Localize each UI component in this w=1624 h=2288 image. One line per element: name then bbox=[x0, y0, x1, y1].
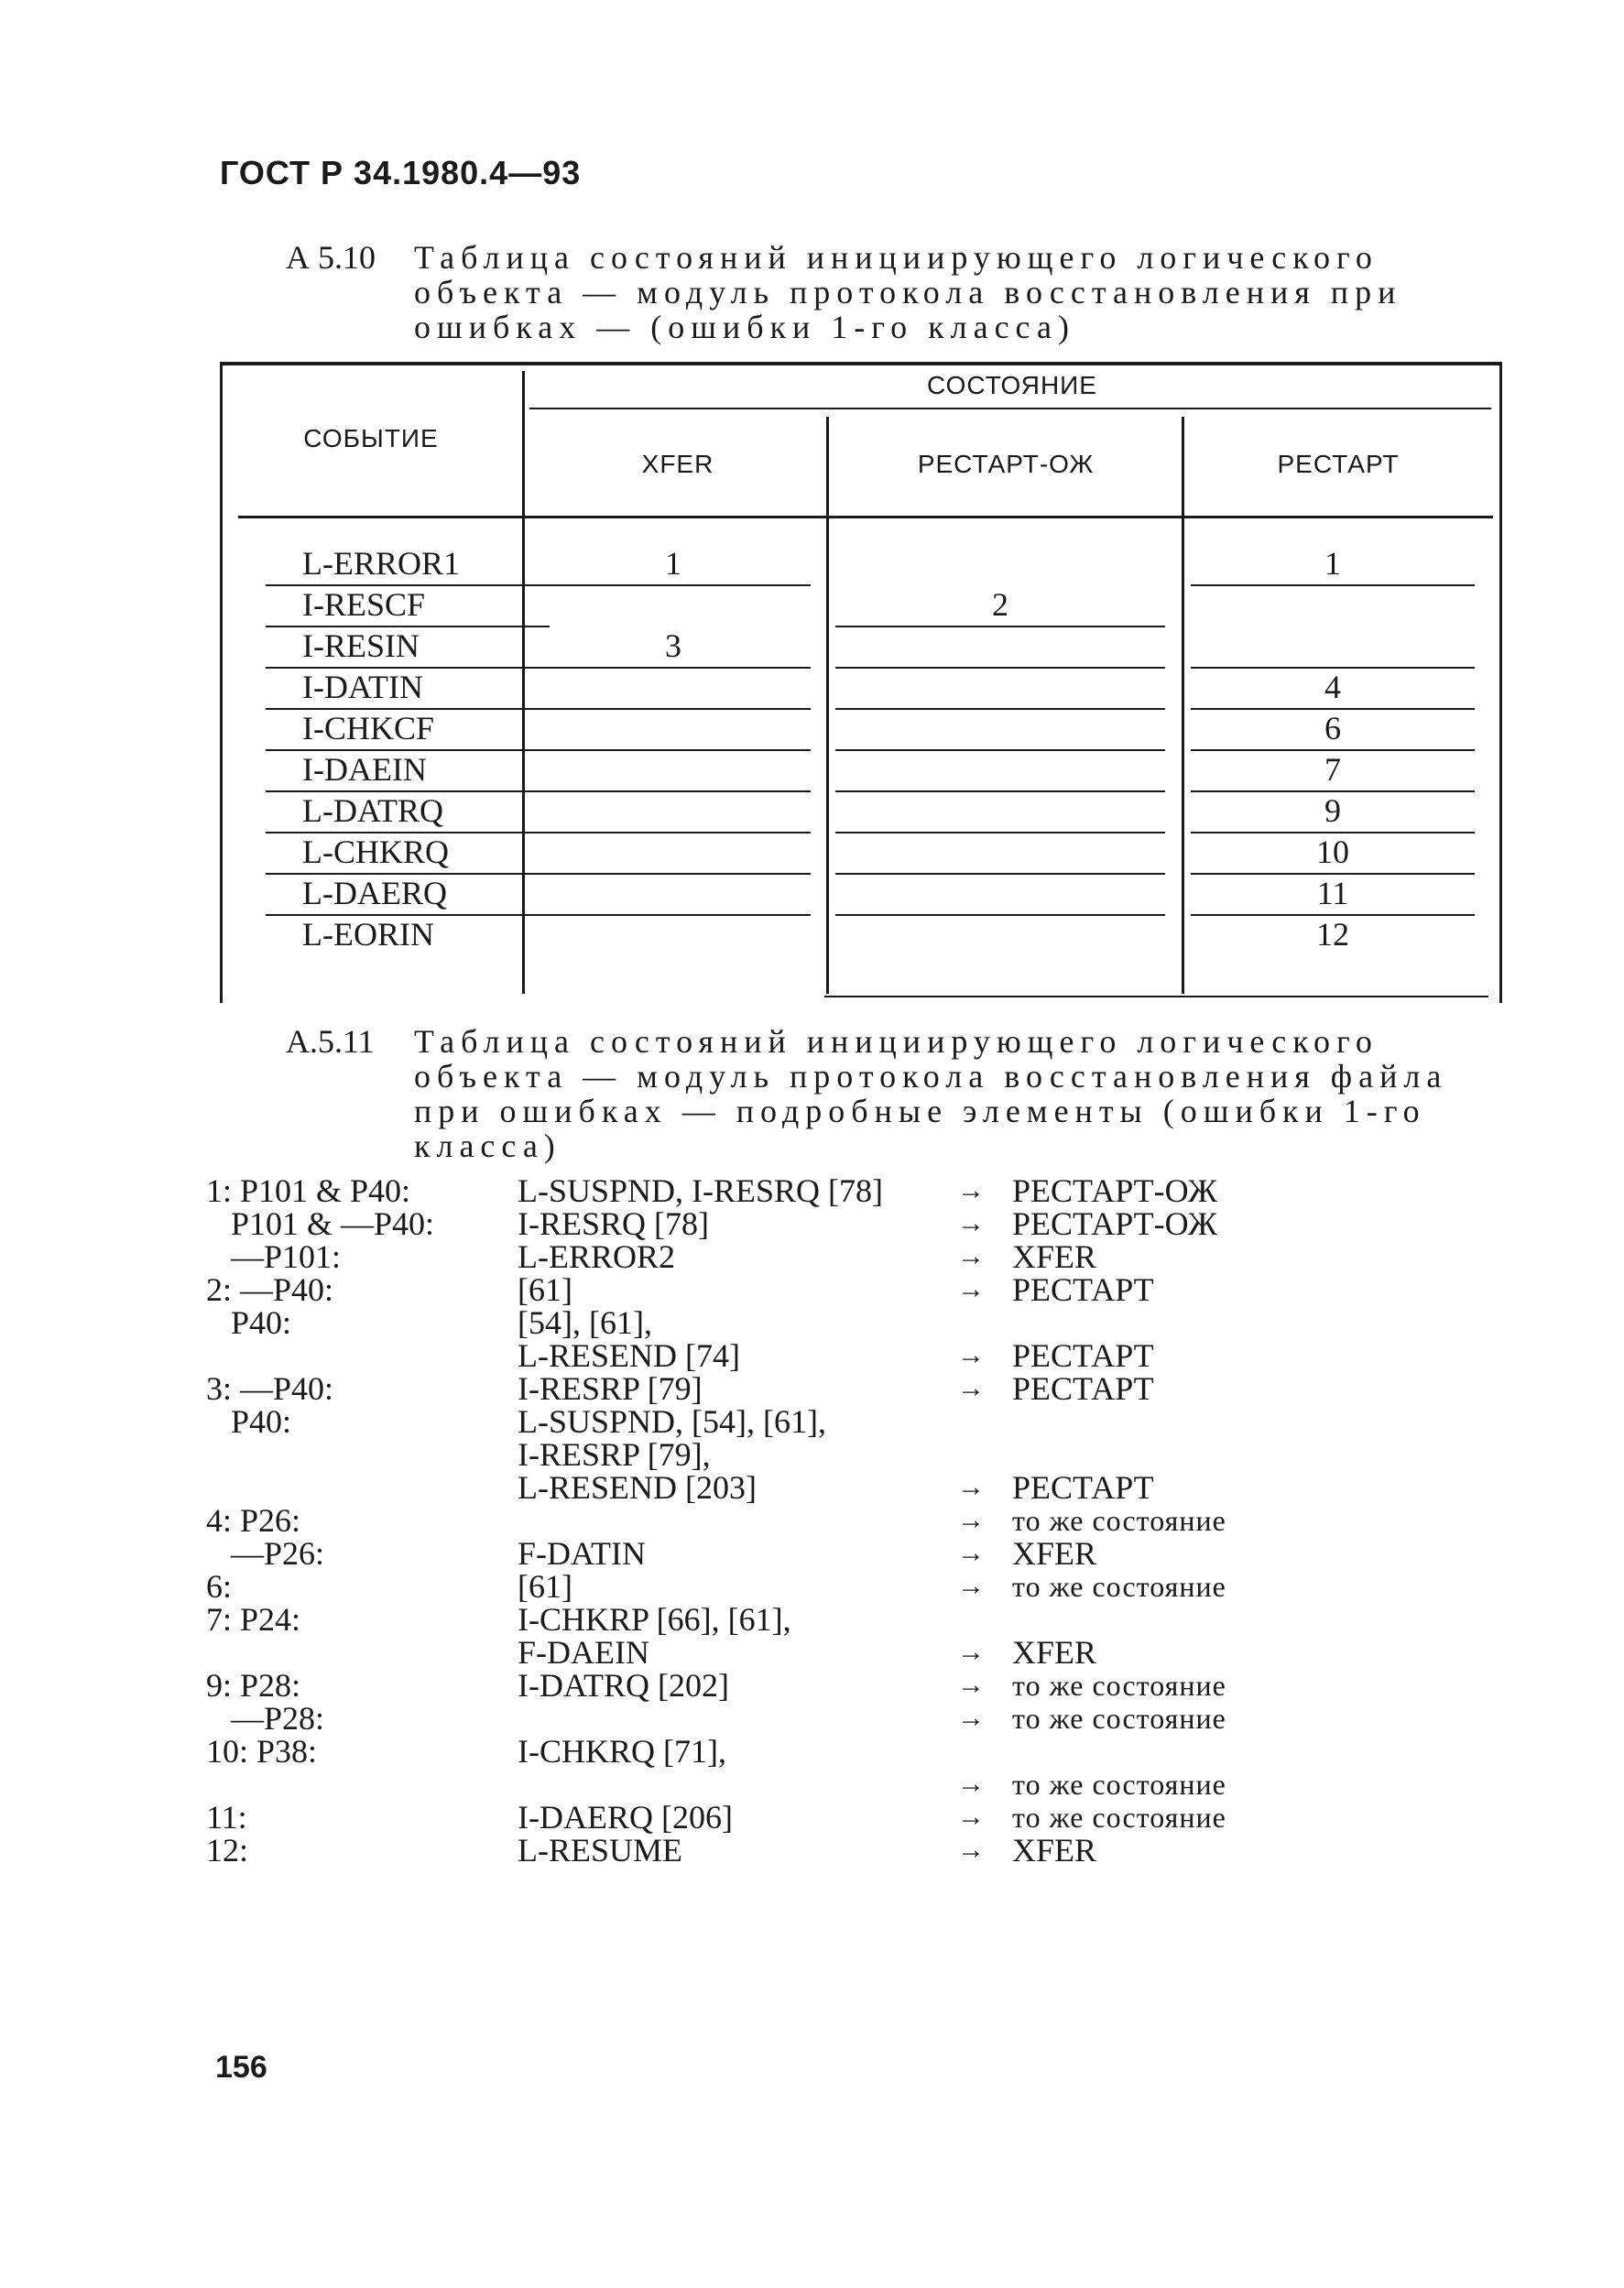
state-cell: 7 bbox=[1191, 751, 1475, 792]
arrow-right-icon: → bbox=[957, 1703, 985, 1733]
event-cell: L-EORIN bbox=[302, 916, 434, 953]
state-cell bbox=[536, 916, 811, 957]
rule-line: 3: —P40: I-RESRP [79] → РЕСТАРТ bbox=[206, 1370, 1154, 1407]
rule-line: L-RESEND [203] → РЕСТАРТ bbox=[518, 1469, 1154, 1506]
table-col-divider-3 bbox=[1182, 417, 1184, 994]
state-cell: 4 bbox=[1191, 669, 1475, 710]
table-bottom-rule bbox=[824, 996, 1488, 997]
rule-line: —P28: → то же состояние bbox=[206, 1700, 1226, 1737]
rule-line: —P101: L-ERROR2 → XFER bbox=[206, 1238, 1097, 1275]
rule-line: 1: P101 & P40: L-SUSPND, I-RESRQ [78] → РЕСТАРТ-ОЖ bbox=[206, 1172, 1218, 1209]
arrow-right-icon: → bbox=[957, 1769, 985, 1799]
arrow-right-icon: → bbox=[957, 1241, 985, 1271]
section-a511-number: А.5.11 bbox=[286, 1023, 375, 1060]
arrow-right-icon: → bbox=[957, 1637, 985, 1667]
state-cell bbox=[536, 586, 811, 627]
section-a510-number: А 5.10 bbox=[286, 239, 376, 276]
state-cell bbox=[835, 916, 1165, 957]
rule-line: P101 & —P40: I-RESRQ [78] → РЕСТАРТ-ОЖ bbox=[206, 1205, 1218, 1242]
rule-line: 12: L-RESUME → XFER bbox=[206, 1832, 1097, 1869]
event-cell: L-CHKRQ bbox=[266, 833, 550, 875]
rule-line: 11: I-DAERQ [206] → то же состояние bbox=[206, 1799, 1226, 1836]
rule-line: F-DAEIN → XFER bbox=[518, 1634, 1097, 1671]
state-cell: 9 bbox=[1191, 792, 1475, 833]
state-cell bbox=[536, 875, 811, 916]
state-cell bbox=[536, 833, 811, 875]
table-right-border bbox=[1499, 362, 1502, 1003]
event-cell: L-DATRQ bbox=[266, 792, 550, 833]
event-cell: L-ERROR1 bbox=[266, 545, 550, 586]
rule-line: 10: P38: I-CHKRQ [71], bbox=[206, 1733, 726, 1770]
section-a511-title: Таблица состояний инициирующего логического объекта — модуль протокола восстановления файла при ошибках — подробные элементы (ошибки 1-го класса) bbox=[414, 1023, 1448, 1164]
state-cell: 3 bbox=[536, 627, 811, 669]
table-col-divider-2 bbox=[826, 417, 829, 994]
state-cell bbox=[835, 545, 1165, 586]
arrow-right-icon: → bbox=[957, 1835, 985, 1865]
state-cell bbox=[835, 792, 1165, 833]
state-cell bbox=[835, 627, 1165, 669]
rule-line: L-RESEND [74] → РЕСТАРТ bbox=[518, 1337, 1154, 1374]
event-cell: I-RESIN bbox=[266, 627, 550, 669]
state-cell: 1 bbox=[536, 545, 811, 586]
state-group-header: СОСТОЯНИЕ bbox=[927, 371, 1097, 399]
section-a511-caption bbox=[286, 1024, 1504, 1171]
state-cell bbox=[835, 875, 1165, 916]
arrow-right-icon: → bbox=[957, 1505, 985, 1535]
arrow-right-icon: → bbox=[957, 1340, 985, 1370]
rule-line: 6: [61] → то же состояние bbox=[206, 1568, 1226, 1605]
table-top-rule bbox=[220, 362, 1502, 365]
event-cell: L-DAERQ bbox=[266, 875, 550, 916]
rule-line: 2: —P40: [61] → РЕСТАРТ bbox=[206, 1271, 1154, 1308]
section-a510-title: Таблица состояний инициирующего логического объекта — модуль протокола восстановления при ошибках — (ошибки 1-го класса) bbox=[414, 239, 1402, 345]
rule-line: 7: P24: I-CHKRP [66], [61], bbox=[206, 1601, 791, 1638]
column-header-restart: РЕСТАРТ bbox=[1277, 450, 1400, 478]
state-table bbox=[220, 362, 1502, 1003]
column-header-xfer: XFER bbox=[641, 450, 714, 478]
state-cell bbox=[536, 710, 811, 751]
state-cell: 6 bbox=[1191, 710, 1475, 751]
arrow-right-icon: → bbox=[957, 1274, 985, 1304]
arrow-right-icon: → bbox=[957, 1373, 985, 1403]
rule-line: → то же состояние bbox=[957, 1768, 1226, 1801]
state-cell: 1 bbox=[1191, 545, 1475, 586]
arrow-right-icon: → bbox=[957, 1571, 985, 1601]
arrow-right-icon: → bbox=[957, 1802, 985, 1832]
rule-line: I-RESRP [79], bbox=[518, 1436, 711, 1473]
state-cell bbox=[536, 751, 811, 792]
page-number: 156 bbox=[215, 2050, 267, 2085]
state-cell: 10 bbox=[1191, 833, 1475, 875]
state-cell bbox=[1191, 586, 1475, 627]
state-cell bbox=[835, 669, 1165, 710]
event-column-header: СОБЫТИЕ bbox=[303, 424, 439, 452]
event-cell: I-CHKCF bbox=[266, 710, 550, 751]
event-cell: I-DATIN bbox=[266, 669, 550, 710]
arrow-right-icon: → bbox=[957, 1538, 985, 1568]
state-cell bbox=[835, 710, 1165, 751]
state-cell bbox=[536, 669, 811, 710]
rule-line: 9: P28: I-DATRQ [202] → то же состояние bbox=[206, 1667, 1226, 1704]
state-cell: 12 bbox=[1316, 916, 1349, 953]
rule-line: —P26: F-DATIN → XFER bbox=[206, 1535, 1097, 1572]
state-cell: 11 bbox=[1191, 875, 1475, 916]
arrow-right-icon: → bbox=[957, 1208, 985, 1238]
rule-line: P40: [54], [61], bbox=[206, 1304, 652, 1341]
section-a510-caption bbox=[286, 240, 1504, 350]
state-header-rule bbox=[529, 408, 1491, 409]
header-bottom-rule bbox=[238, 516, 1493, 518]
arrow-right-icon: → bbox=[957, 1175, 985, 1205]
rule-line: 4: P26: → то же состояние bbox=[206, 1502, 1226, 1539]
arrow-right-icon: → bbox=[957, 1670, 985, 1700]
column-header-restart-wait: РЕСТАРТ-ОЖ bbox=[917, 450, 1095, 478]
table-left-border bbox=[220, 362, 223, 1003]
rule-line: P40: L-SUSPND, [54], [61], bbox=[206, 1403, 826, 1440]
arrow-right-icon: → bbox=[957, 1472, 985, 1502]
event-cell: I-RESCF bbox=[266, 586, 550, 627]
event-cell: I-DAEIN bbox=[266, 751, 550, 792]
document-header: ГОСТ Р 34.1980.4—93 bbox=[220, 154, 582, 191]
state-cell bbox=[1191, 627, 1475, 669]
state-cell bbox=[835, 833, 1165, 875]
state-cell bbox=[835, 751, 1165, 792]
state-cell bbox=[536, 792, 811, 833]
state-cell: 2 bbox=[835, 586, 1165, 627]
